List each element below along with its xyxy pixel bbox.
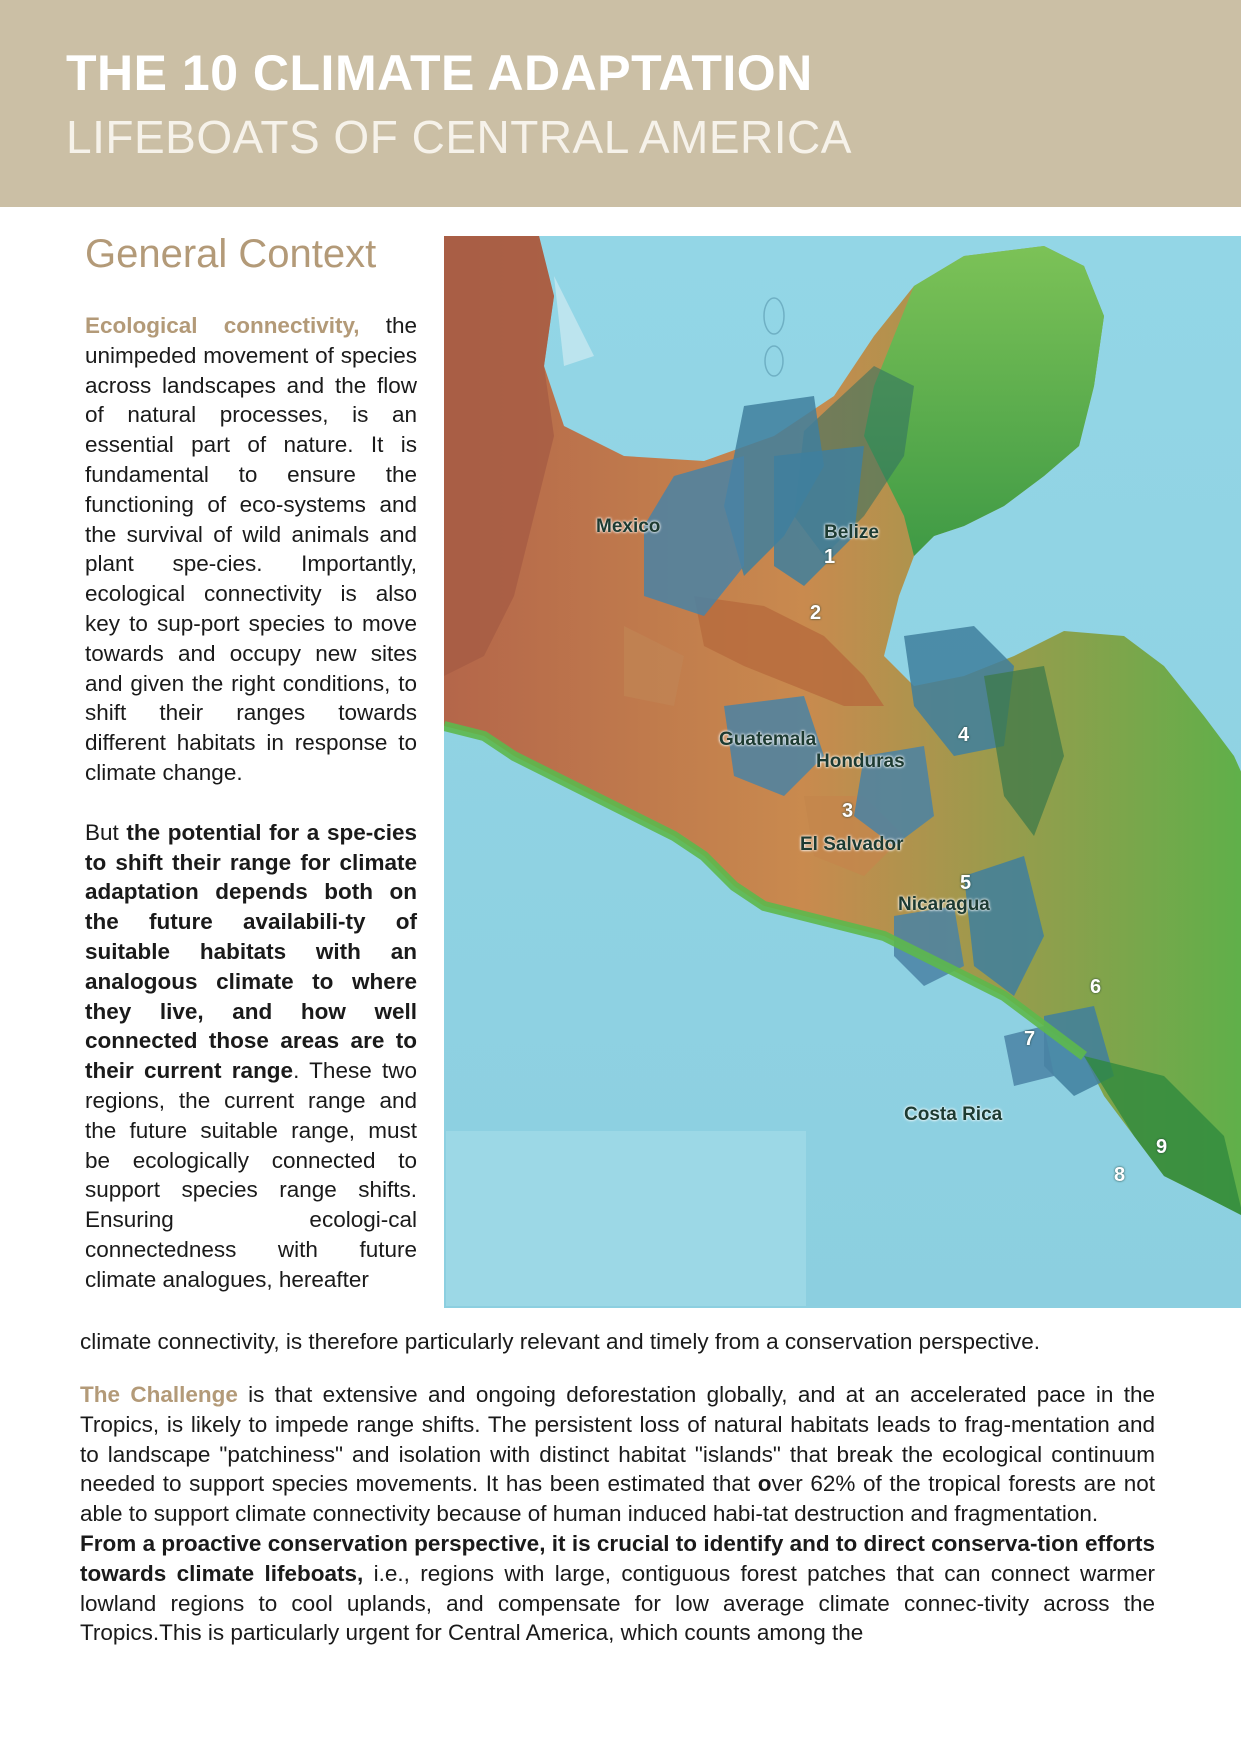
lifeboat-marker-9: 9 <box>1156 1136 1168 1158</box>
lifeboat-marker-7: 7 <box>1024 1028 1036 1050</box>
title-line-2: LIFEBOATS OF CENTRAL AMERICA <box>66 111 852 163</box>
map-label-honduras: Honduras <box>816 751 905 772</box>
lifeboat-marker-6: 6 <box>1090 976 1102 998</box>
map-label-costa-rica: Costa Rica <box>904 1104 1003 1125</box>
lifeboat-marker-8: 8 <box>1114 1164 1126 1186</box>
lead-term: The Challenge <box>80 1382 238 1407</box>
section-heading: General Context <box>85 232 377 276</box>
emphasis-text: From a proactive conservation perspective, it is crucial to identify and to direct conserva-tion efforts towards climate lifeboats, <box>80 1530 1155 1586</box>
paragraph-body: is that extensive and ongoing deforestation globally, and at an accelerated pace in the Tropics, is likely to impede range shifts. The persistent loss of natural habitats leads to frag-mentation and to landscape "patchiness" and isolation with distinct habitat "islands" that break the ecological continuum needed to support species movements. It has been estimated that <box>80 1382 1155 1497</box>
title-banner <box>0 0 1241 207</box>
lifeboat-marker-2: 2 <box>810 602 822 624</box>
paragraph-tail: climate connectivity, is therefore particularly relevant and timely from a conservation perspective. <box>80 1329 1040 1354</box>
paragraph-ecological-connectivity <box>85 311 417 788</box>
map-label-nicaragua: Nicaragua <box>898 894 990 915</box>
paragraph-range-shift-continued <box>80 1327 1155 1357</box>
map-label-el-salvador: El Salvador <box>800 834 904 855</box>
paragraph-challenge <box>80 1380 1155 1529</box>
paragraph-proactive <box>80 1529 1155 1648</box>
paragraph-body: . These two regions, the current range and the future suitable range, must be ecologically connected to support species range shifts. Ensuring ecologi-cal connectedness with future climate analogues, hereafter <box>85 1058 417 1292</box>
lifeboat-marker-1: 1 <box>824 546 836 568</box>
central-america-lifeboats-map <box>444 236 1241 1308</box>
lifeboat-marker-3: 3 <box>842 800 854 822</box>
map-label-guatemala: Guatemala <box>719 729 817 750</box>
lead-term: Ecological connectivity, <box>85 313 360 338</box>
left-column-text <box>85 311 417 1295</box>
paragraph-intro: But <box>85 819 127 845</box>
paragraph-body: ver 62% of the tropical forests are not able to support climate connectivity because of human induced habi-tat destruction and fragmentation. <box>80 1471 1155 1527</box>
emphasis-letter: o <box>757 1471 772 1497</box>
map-label-belize: Belize <box>824 522 879 543</box>
map-label-mexico: Mexico <box>596 516 661 537</box>
paragraph-body: i.e., regions with large, contiguous forest patches that can connect warmer lowland regions to cool uplands, and compensate for low average climate connec-tivity across the Tropics.This is particularly urgent for Central America, which counts among the <box>80 1560 1155 1646</box>
emphasis-text: the potential for a spe-cies to shift their range for climate adaptation depends both on the future availabili-ty of suitable habitats with an analogous climate to where they live, and how well connected those areas are to their current range <box>85 819 417 1084</box>
lifeboat-marker-5: 5 <box>960 872 972 894</box>
challenge-text <box>80 1380 1155 1648</box>
lifeboat-marker-4: 4 <box>958 724 970 746</box>
paragraph-body: the unimpeded movement of species across landscapes and the flow of natural processes, is an essential part of nature. It is fundamental to ensure the functioning of eco-systems and the survival of wild animals and plant spe-cies. Importantly, ecological connectivity is also key to sup-port species to move towards and occupy new sites and given the right conditions, to shift their ranges towards different habitats in response to climate change. <box>85 313 417 785</box>
title-line-1: THE 10 CLIMATE ADAPTATION <box>66 45 813 101</box>
paragraph-range-shift <box>85 818 417 1295</box>
